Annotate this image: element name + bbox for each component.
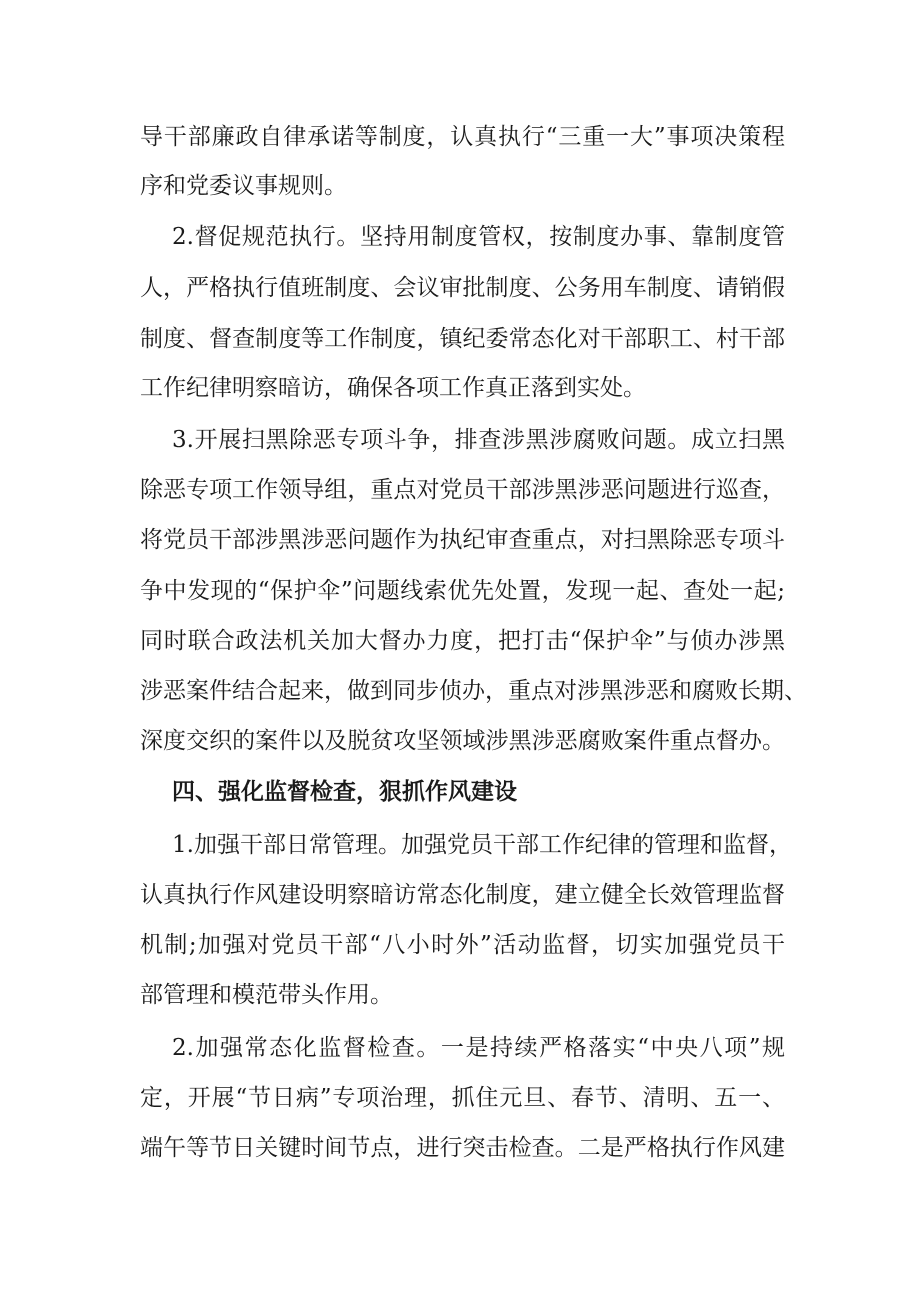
paragraph-start-line: 2.督促规范执行。坚持用制度管权，按制度办事、靠制度管 [172, 224, 785, 250]
text-line: 导干部廉政自律承诺等制度，认真执行“三重一大”事项决策程 [140, 124, 785, 150]
section-heading: 四、强化监督检查，狠抓作风建设 [172, 778, 517, 805]
text-line: 深度交织的案件以及脱贫攻坚领域涉黑涉恶腐败案件重点督办。 [140, 728, 785, 754]
paragraph-start-line: 2.加强常态化监督检查。一是持续严格落实“中央八项”规 [172, 1035, 785, 1061]
text-line: 序和党委议事规则。 [140, 173, 347, 199]
text-line: 部管理和模范带头作用。 [140, 982, 393, 1008]
paragraph-start-line: 3.开展扫黑除恶专项斗争，排查涉黑涉腐败问题。成立扫黑 [172, 427, 785, 453]
text-line: 制度、督查制度等工作制度，镇纪委常态化对干部职工、村干部 [140, 326, 785, 352]
text-line: 涉恶案件结合起来，做到同步侦办，重点对涉黑涉恶和腐败长期、 [140, 678, 807, 704]
text-line: 人，严格执行值班制度、会议审批制度、公务用车制度、请销假 [140, 275, 785, 301]
text-line: 争中发现的“保护伞”问题线索优先处置，发现一起、查处一起; [140, 578, 785, 604]
text-line: 同时联合政法机关加大督办力度，把打击“保护伞”与侦办涉黑 [140, 628, 785, 654]
text-line: 认真执行作风建设明察暗访常态化制度，建立健全长效管理监督 [140, 882, 785, 908]
text-line: 定，开展“节日病”专项治理，抓住元旦、春节、清明、五一、 [140, 1085, 785, 1111]
text-line: 除恶专项工作领导组，重点对党员干部涉黑涉恶问题进行巡查， [140, 477, 785, 503]
text-line: 机制;加强对党员干部“八小时外”活动监督，切实加强党员干 [140, 932, 785, 958]
text-line: 工作纪律明察暗访，确保各项工作真正落到实处。 [140, 375, 646, 401]
text-line: 端午等节日关键时间节点，进行突击检查。二是严格执行作风建 [140, 1135, 785, 1161]
paragraph-start-line: 1.加强干部日常管理。加强党员干部工作纪律的管理和监督， [172, 832, 792, 858]
text-line: 将党员干部涉黑涉恶问题作为执纪审查重点，对扫黑除恶专项斗 [140, 527, 785, 553]
